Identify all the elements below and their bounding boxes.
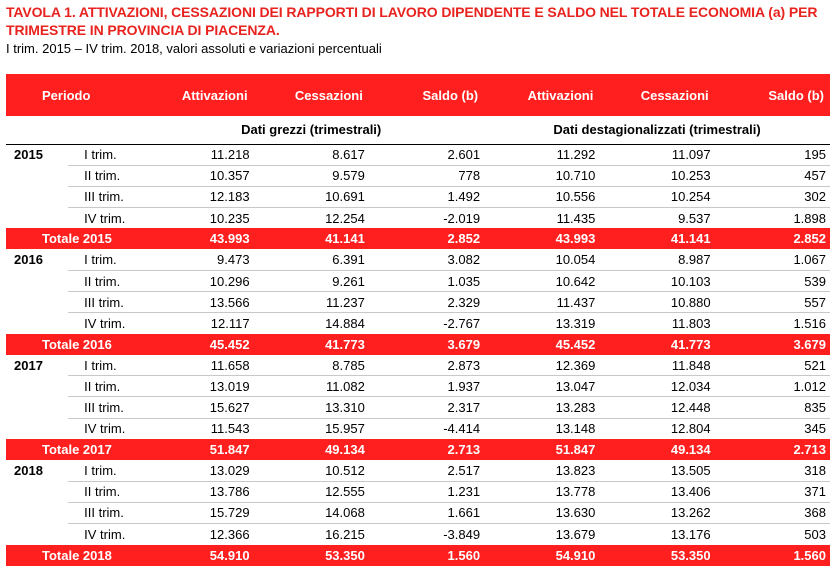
- total-value-cell: 1.560: [369, 545, 484, 566]
- value-cell: 778: [369, 165, 484, 186]
- table-row: [6, 186, 830, 207]
- value-cell: 2.317: [369, 397, 484, 418]
- value-cell: 835: [715, 397, 830, 418]
- value-cell: 318: [715, 460, 830, 481]
- total-label: Totale 2015: [6, 228, 138, 249]
- total-value-cell: 2.852: [369, 228, 484, 249]
- total-value-cell: 43.993: [484, 228, 599, 249]
- value-cell: 15.627: [138, 397, 253, 418]
- value-cell: 12.117: [210, 315, 250, 331]
- total-value-cell: 53.350: [254, 545, 369, 566]
- total-value-cell: 51.847: [138, 439, 253, 460]
- group-header-row: [6, 116, 830, 144]
- value-cell: 11.848: [599, 355, 714, 376]
- header-saldo-adj: Saldo (b): [715, 74, 830, 116]
- table-row: [6, 355, 830, 376]
- total-value-cell: 45.452: [484, 334, 599, 355]
- value-cell: 13.310: [254, 397, 369, 418]
- header-attivazioni-raw: Attivazioni: [138, 74, 253, 116]
- value-cell: 1.898: [793, 210, 826, 226]
- value-cell: 371: [715, 481, 830, 502]
- year-label: [6, 270, 68, 291]
- value-cell: 11.437: [484, 292, 599, 313]
- header-row: [6, 74, 830, 116]
- value-cell: 1.231: [369, 481, 484, 502]
- total-value-cell: 3.679: [369, 334, 484, 355]
- header-cessazioni-adj: Cessazioni: [599, 74, 714, 116]
- group-header-adjusted: Dati destagionalizzati (trimestrali): [484, 116, 830, 144]
- quarter-label: IV trim.: [84, 315, 126, 331]
- value-cell: 10.296: [138, 270, 253, 291]
- value-cell: 9.261: [254, 270, 369, 291]
- value-cell: 13.406: [599, 481, 714, 502]
- value-cell: -4.414: [443, 421, 481, 437]
- total-value-cell: 49.134: [254, 439, 369, 460]
- value-cell: 503: [804, 526, 826, 542]
- value-cell: 1.012: [715, 376, 830, 397]
- value-cell: 1.492: [369, 186, 484, 207]
- year-label: [6, 523, 68, 544]
- quarter-label: I trim.: [68, 355, 138, 376]
- value-cell: 1.661: [369, 502, 484, 523]
- table-row: [6, 165, 830, 186]
- value-cell: 195: [715, 144, 830, 165]
- total-value-cell: 1.560: [715, 545, 830, 566]
- total-value-cell: 54.910: [138, 545, 253, 566]
- total-label: Totale 2018: [6, 545, 138, 566]
- table-row: [6, 144, 830, 165]
- value-cell: 13.262: [599, 502, 714, 523]
- table-title: TAVOLA 1. ATTIVAZIONI, CESSAZIONI DEI RAPPORTI DI LAVORO DIPENDENTE E SALDO NEL TOTALE ECONOMIA (a) PER TRIMESTRE IN PROVINCIA DI PIACENZA.: [6, 4, 818, 38]
- year-label: [6, 376, 68, 397]
- total-label: Totale 2016: [6, 334, 138, 355]
- total-value-cell: 2.713: [369, 439, 484, 460]
- value-cell: 11.543: [210, 421, 250, 437]
- quarter-label: II trim.: [68, 270, 138, 291]
- value-cell: 10.235: [209, 210, 250, 226]
- value-cell: 10.254: [599, 186, 714, 207]
- value-cell: 13.148: [555, 421, 596, 437]
- table-body: [6, 144, 830, 566]
- value-cell: 521: [715, 355, 830, 376]
- value-cell: 16.215: [325, 526, 365, 542]
- value-cell: 10.357: [138, 165, 253, 186]
- table-row: [6, 270, 830, 291]
- value-cell: 13.823: [484, 460, 599, 481]
- total-row: [6, 334, 830, 355]
- total-value-cell: 41.773: [254, 334, 369, 355]
- value-cell: 10.642: [484, 270, 599, 291]
- value-cell: 12.369: [484, 355, 599, 376]
- quarter-label: I trim.: [68, 249, 138, 270]
- total-value-cell: 53.350: [599, 545, 714, 566]
- value-cell: 2.517: [369, 460, 484, 481]
- value-cell: 1.035: [369, 270, 484, 291]
- value-cell: 12.804: [670, 421, 711, 437]
- value-cell: 1.067: [715, 249, 830, 270]
- value-cell: 9.537: [678, 210, 711, 226]
- year-label: 2015: [14, 147, 43, 163]
- value-cell: 11.658: [138, 355, 253, 376]
- total-value-cell: 3.679: [715, 334, 830, 355]
- year-label: [6, 481, 68, 502]
- value-cell: 13.566: [138, 292, 253, 313]
- value-cell: 12.366: [209, 526, 250, 542]
- total-value-cell: 49.134: [599, 439, 714, 460]
- value-cell: 14.884: [325, 315, 365, 331]
- value-cell: 2.329: [369, 292, 484, 313]
- table-row: [6, 397, 830, 418]
- value-cell: 539: [715, 270, 830, 291]
- value-cell: 457: [715, 165, 830, 186]
- value-cell: 557: [715, 292, 830, 313]
- value-cell: 13.786: [138, 481, 253, 502]
- total-label: Totale 2017: [6, 439, 138, 460]
- table-row: [6, 460, 830, 481]
- total-value-cell: 2.852: [715, 228, 830, 249]
- table-row: [6, 207, 830, 228]
- header-cessazioni-raw: Cessazioni: [254, 74, 369, 116]
- quarter-label: I trim.: [68, 460, 138, 481]
- total-value-cell: 51.847: [484, 439, 599, 460]
- value-cell: 10.253: [599, 165, 714, 186]
- value-cell: 13.679: [555, 526, 596, 542]
- value-cell: 2.873: [369, 355, 484, 376]
- value-cell: 13.778: [484, 481, 599, 502]
- employment-table: [6, 74, 830, 566]
- table-row: [6, 502, 830, 523]
- total-value-cell: 41.773: [599, 334, 714, 355]
- table-row: [6, 313, 830, 334]
- quarter-label: I trim.: [68, 144, 138, 165]
- quarter-label: IV trim.: [84, 210, 126, 226]
- value-cell: 9.473: [138, 249, 253, 270]
- year-label: [6, 207, 68, 228]
- year-label: [6, 418, 68, 439]
- value-cell: 10.103: [599, 270, 714, 291]
- table-row: [6, 418, 830, 439]
- quarter-label: II trim.: [68, 376, 138, 397]
- value-cell: -2.019: [443, 210, 481, 226]
- total-row: [6, 228, 830, 249]
- year-label: [6, 502, 68, 523]
- value-cell: 10.054: [484, 249, 599, 270]
- quarter-label: IV trim.: [84, 526, 126, 542]
- value-cell: 11.237: [254, 292, 369, 313]
- value-cell: 15.957: [325, 421, 365, 437]
- total-value-cell: 54.910: [484, 545, 599, 566]
- header-saldo-raw: Saldo (b): [369, 74, 484, 116]
- value-cell: 9.579: [254, 165, 369, 186]
- value-cell: 10.710: [484, 165, 599, 186]
- quarter-label: III trim.: [68, 186, 138, 207]
- value-cell: 12.448: [599, 397, 714, 418]
- value-cell: 13.029: [138, 460, 253, 481]
- table-subtitle: I trim. 2015 – IV trim. 2018, valori assoluti e variazioni percentuali: [6, 41, 382, 56]
- value-cell: 11.097: [599, 144, 714, 165]
- value-cell: 10.512: [254, 460, 369, 481]
- quarter-label: IV trim.: [84, 421, 126, 437]
- value-cell: 345: [804, 421, 826, 437]
- value-cell: 13.319: [555, 315, 596, 331]
- value-cell: 8.987: [599, 249, 714, 270]
- table-row: [6, 292, 830, 313]
- year-label: [6, 165, 68, 186]
- total-value-cell: 45.452: [138, 334, 253, 355]
- value-cell: 13.630: [484, 502, 599, 523]
- value-cell: 13.019: [138, 376, 253, 397]
- table-row: [6, 249, 830, 270]
- table-row: [6, 376, 830, 397]
- quarter-label: III trim.: [68, 292, 138, 313]
- year-label: 2017: [14, 357, 43, 373]
- value-cell: 12.034: [599, 376, 714, 397]
- value-cell: 11.292: [484, 144, 599, 165]
- total-value-cell: 41.141: [254, 228, 369, 249]
- value-cell: 10.556: [484, 186, 599, 207]
- value-cell: 11.803: [671, 315, 711, 331]
- value-cell: 14.068: [254, 502, 369, 523]
- value-cell: 12.254: [325, 210, 365, 226]
- value-cell: -2.767: [443, 315, 481, 331]
- value-cell: 11.435: [556, 210, 596, 226]
- value-cell: 15.729: [138, 502, 253, 523]
- value-cell: 11.218: [138, 144, 253, 165]
- year-label: [6, 397, 68, 418]
- value-cell: 13.176: [670, 526, 711, 542]
- value-cell: -3.849: [443, 526, 481, 542]
- value-cell: 1.516: [793, 315, 826, 331]
- quarter-label: III trim.: [68, 502, 138, 523]
- value-cell: 2.601: [369, 144, 484, 165]
- value-cell: 10.880: [599, 292, 714, 313]
- table-row: [6, 523, 830, 544]
- year-label: [6, 186, 68, 207]
- value-cell: 3.082: [369, 249, 484, 270]
- header-attivazioni-adj: Attivazioni: [484, 74, 599, 116]
- value-cell: 368: [715, 502, 830, 523]
- value-cell: 8.617: [254, 144, 369, 165]
- quarter-label: II trim.: [68, 481, 138, 502]
- quarter-label: III trim.: [68, 397, 138, 418]
- year-label: 2018: [14, 463, 43, 479]
- group-header-raw: Dati grezzi (trimestrali): [138, 116, 484, 144]
- year-label: [6, 313, 68, 334]
- year-label: [6, 292, 68, 313]
- value-cell: 11.082: [254, 376, 369, 397]
- value-cell: 12.555: [254, 481, 369, 502]
- quarter-label: II trim.: [68, 165, 138, 186]
- value-cell: 8.785: [254, 355, 369, 376]
- total-value-cell: 43.993: [138, 228, 253, 249]
- total-value-cell: 41.141: [599, 228, 714, 249]
- table-row: [6, 481, 830, 502]
- value-cell: 13.505: [599, 460, 714, 481]
- value-cell: 1.937: [369, 376, 484, 397]
- value-cell: 10.691: [254, 186, 369, 207]
- value-cell: 12.183: [138, 186, 253, 207]
- value-cell: 13.047: [484, 376, 599, 397]
- year-label: 2016: [14, 252, 43, 268]
- value-cell: 13.283: [484, 397, 599, 418]
- value-cell: 6.391: [254, 249, 369, 270]
- total-value-cell: 2.713: [715, 439, 830, 460]
- total-row: [6, 439, 830, 460]
- value-cell: 302: [715, 186, 830, 207]
- total-row: [6, 545, 830, 566]
- header-periodo: Periodo: [6, 74, 138, 116]
